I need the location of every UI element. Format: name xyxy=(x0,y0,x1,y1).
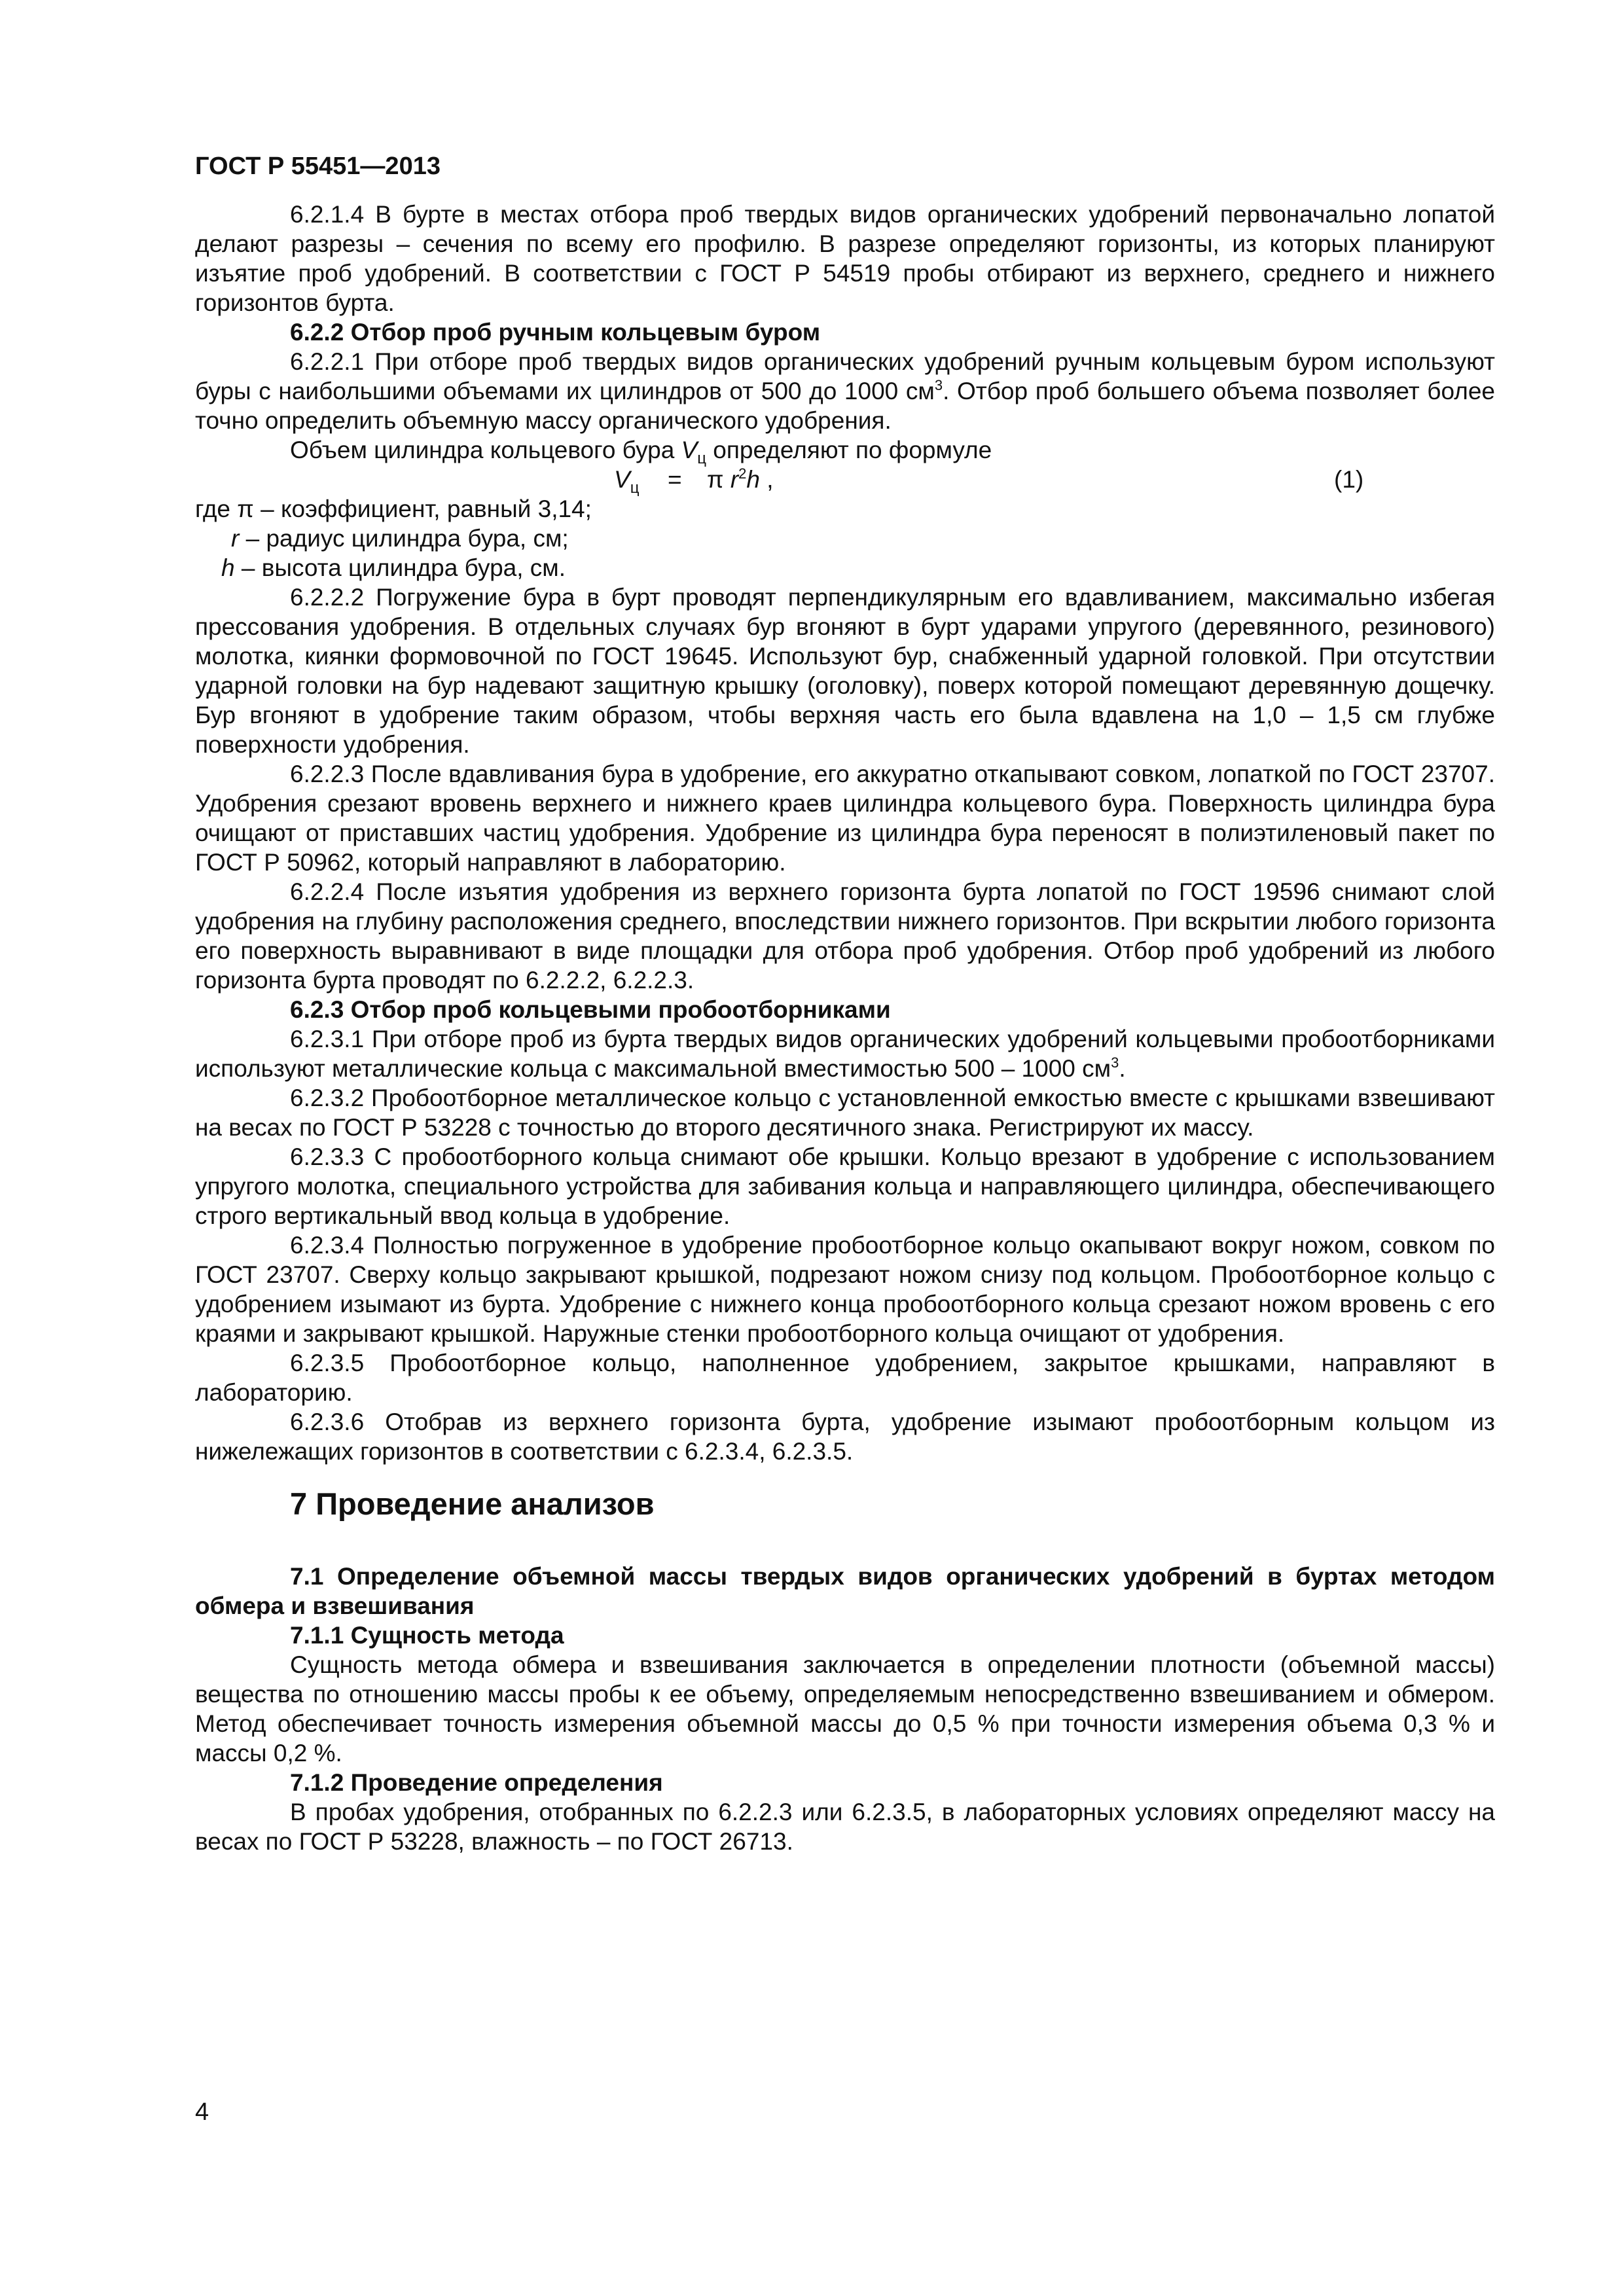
text: – радиус цилиндра бура, см; xyxy=(239,525,569,552)
paragraph-6-2-3-6: 6.2.3.6 Отобрав из верхнего горизонта бурта, удобрение изымают пробоотборным кольцом из нижележащих горизонтов в соответствии с 6.2.3.4, 6.2.3.5. xyxy=(195,1408,1495,1465)
document-header: ГОСТ Р 55451—2013 xyxy=(195,152,441,180)
text: Объем цилиндра кольцевого бура xyxy=(290,437,681,463)
superscript: 3 xyxy=(934,377,943,393)
heading-6-2-2: 6.2.2 Отбор проб ручным кольцевым буром xyxy=(290,319,821,346)
formula-lhs xyxy=(614,465,640,497)
heading-7-1-1: 7.1.1 Сущность метода xyxy=(290,1622,564,1649)
heading-6-2-3: 6.2.3 Отбор проб кольцевыми пробоотборниками xyxy=(290,996,891,1023)
subscript: ц xyxy=(697,450,707,467)
text: . xyxy=(1119,1055,1126,1082)
heading-7-1-2: 7.1.2 Проведение определения xyxy=(290,1769,663,1796)
text: . Отбор проб большего объема позволяет более точно определить объемную массу органического удобрения. xyxy=(195,378,1496,434)
volume-symbol: V xyxy=(614,466,630,493)
superscript: 3 xyxy=(1111,1054,1119,1071)
height-symbol: h xyxy=(746,466,760,493)
formula-number: (1) xyxy=(1334,466,1364,493)
definition-r xyxy=(195,524,1495,553)
section-heading-7: 7 Проведение анализов xyxy=(290,1486,655,1521)
definition-h xyxy=(195,553,1495,583)
formula-1 xyxy=(195,465,1495,497)
text: , xyxy=(759,466,774,493)
heading-7-1: 7.1 Определение объемной массы твердых видов органических удобрений в буртах методом обмера и взвешивания xyxy=(195,1563,1495,1619)
text: – высота цилиндра бура, см. xyxy=(234,554,566,581)
superscript: 2 xyxy=(738,465,747,482)
paragraph-6-2-2-4: 6.2.2.4 После изъятия удобрения из верхнего горизонта бурта лопатой по ГОСТ 19596 снимают слой удобрения на глубину расположения среднего, впоследствии нижнего горизонтов. При вскрытии любого горизонта его поверхность выравнивают в виде площадки для отбора проб удобрения. Отбор проб удобрений из любого горизонта бурта проводят по 6.2.2.2, 6.2.2.3. xyxy=(195,878,1495,994)
equals-sign: = xyxy=(668,466,682,493)
paragraph-6-2-3-3: 6.2.3.3 С пробоотборного кольца снимают обе крышки. Кольцо врезают в удобрение с использованием упругого молотка, специального устройства для забивания кольца и направляющего цилиндра, обеспечивающего строго вертикальный ввод кольца в удобрение. xyxy=(195,1143,1495,1229)
height-symbol: h xyxy=(221,554,235,581)
document-body xyxy=(195,200,1495,1856)
paragraph-7-1-2: В пробах удобрения, отобранных по 6.2.2.3 или 6.2.3.5, в лабораторных условиях определяют массу на весах по ГОСТ Р 53228, влажность – по ГОСТ 26713. xyxy=(195,1799,1495,1855)
paragraph-6-2-2-2: 6.2.2.2 Погружение бура в бурт проводят перпендикулярным его вдавливанием, максимально избегая прессования удобрения. В отдельных случаях бур вгоняют в бурт ударами упругого (деревянного, резинового) молотка, киянки формовочной по ГОСТ 19645. Используют бур, снабженный ударной головкой. При отсутствии ударной головки на бур надевают защитную крышку (оголовку), поверх которой помещают деревянную дощечку. Бур вгоняют в удобрение таким образом, чтобы верхняя часть его была вдавлена на 1,0 – 1,5 см глубже поверхности удобрения. xyxy=(195,584,1495,758)
paragraph-6-2-2-3: 6.2.2.3 После вдавливания бура в удобрение, его аккуратно откапывают совком, лопаткой по ГОСТ 23707. Удобрения срезают вровень верхнего и нижнего краев цилиндра кольцевого бура. Поверхность цилиндра бура очищают от приставших частиц удобрения. Удобрение из цилиндра бура переносят в полиэтиленовый пакет по ГОСТ Р 50962, который направляют в лабораторию. xyxy=(195,761,1495,876)
paragraph-6-2-3-4: 6.2.3.4 Полностью погруженное в удобрение пробоотборное кольцо окапывают вокруг ножом, совком по ГОСТ 23707. Сверху кольцо закрывают крышкой, подрезают ножом снизу под кольцом. Пробоотборное кольцо с удобрением изымают из бурта. Удобрение с нижнего конца пробоотборного кольца срезают ножом вровень с его краями и закрывают крышкой. Наружные стенки пробоотборного кольца очищают от удобрения. xyxy=(195,1232,1495,1347)
volume-symbol: V xyxy=(681,437,698,463)
page-number: 4 xyxy=(195,2098,209,2126)
definition-pi: где π – коэффициент, равный 3,14; xyxy=(195,495,592,522)
formula-intro xyxy=(195,435,1495,465)
paragraph-6-2-3-2: 6.2.3.2 Пробоотборное металлическое кольцо с установленной емкостью вместе с крышками взвешивают на весах по ГОСТ Р 53228 с точностью до второго десятичного знака. Регистрируют их массу. xyxy=(195,1085,1495,1141)
radius-symbol: r xyxy=(231,525,240,552)
text: 6.2.2.1 При отборе проб твердых видов органических удобрений ручным кольцевым буром используют буры с наибольшими объемами их цилиндров от 500 до 1000 см xyxy=(195,348,1495,404)
paragraph-6-2-3-5: 6.2.3.5 Пробоотборное кольцо, наполненное удобрением, закрытое крышками, направляют в лабораторию. xyxy=(195,1350,1495,1406)
paragraph-7-1-1: Сущность метода обмера и взвешивания заключается в определении плотности (объемной массы) вещества по отношению массы пробы к ее объему, определяемым непосредственно взвешиванием и обмером. Метод обеспечивает точность измерения объемной массы до 0,5 % при точности измерения объема 0,3 % и массы 0,2 %. xyxy=(195,1651,1495,1767)
text: определяют по формуле xyxy=(706,437,992,463)
paragraph-6-2-1-4: 6.2.1.4 В бурте в местах отбора проб твердых видов органических удобрений первоначально лопатой делают разрезы – сечения по всему его профилю. В разрезе определяют горизонты, из которых планируют изъятие проб удобрений. В соответствии с ГОСТ Р 54519 пробы отбирают из верхнего, среднего и нижнего горизонтов бурта. xyxy=(195,201,1495,316)
formula-rhs xyxy=(707,465,774,494)
pi-symbol: π xyxy=(707,466,731,493)
text: 6.2.3.1 При отборе проб из бурта твердых видов органических удобрений кольцевыми пробоотборниками используют металлические кольца с максимальной вместимостью 500 – 1000 см xyxy=(195,1026,1495,1082)
paragraph-6-2-3-1 xyxy=(195,1024,1495,1083)
subscript: ц xyxy=(630,479,640,497)
paragraph-6-2-2-1 xyxy=(195,347,1495,435)
radius-symbol: r xyxy=(730,466,739,493)
